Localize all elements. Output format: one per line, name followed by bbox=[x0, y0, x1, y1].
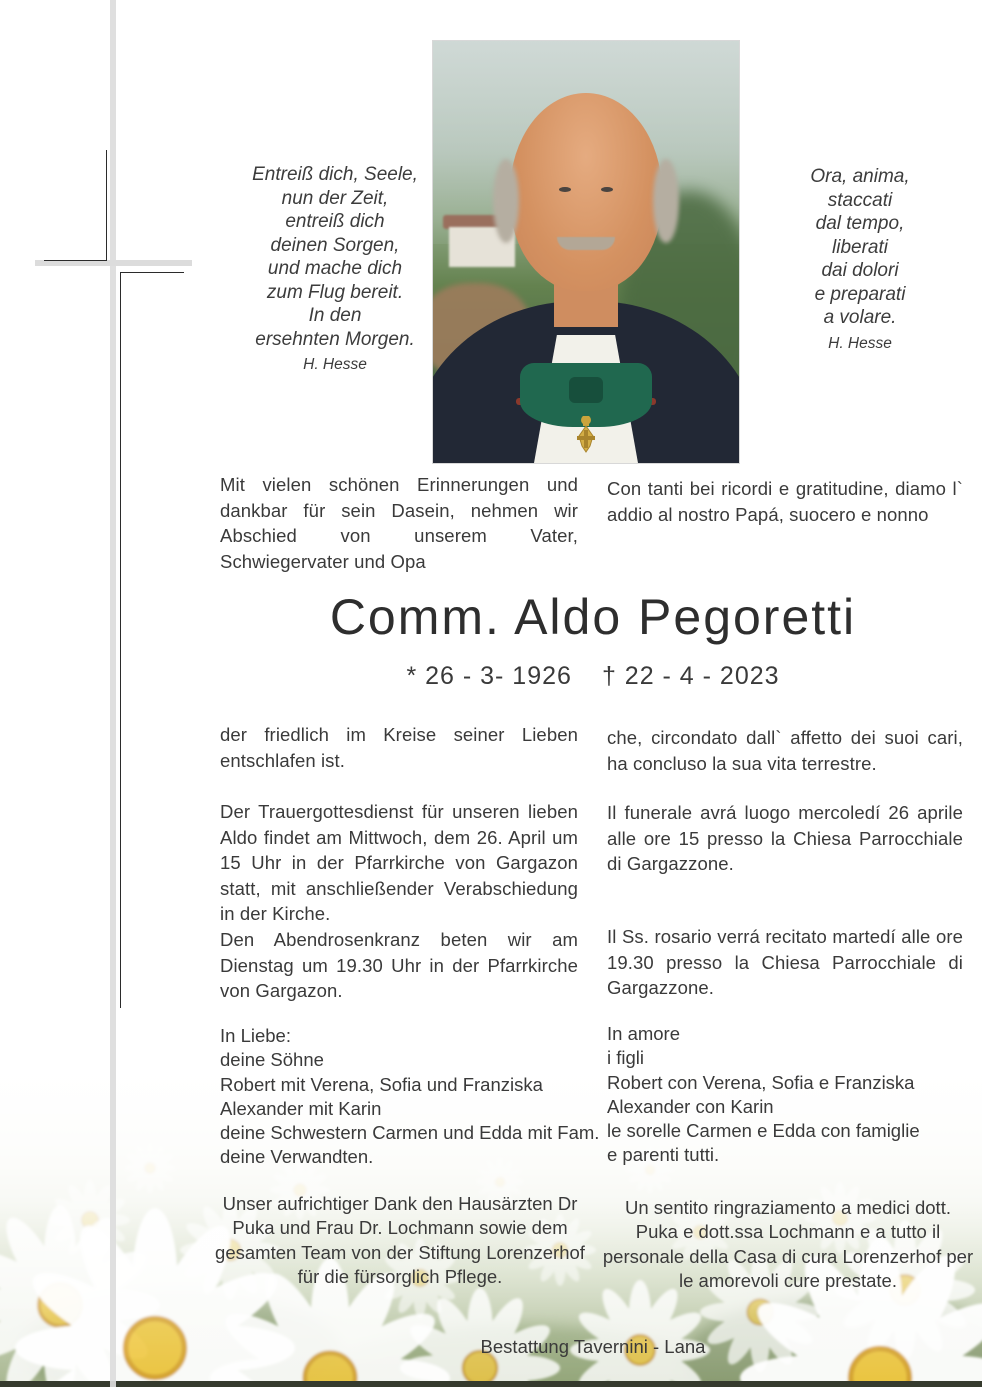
paragraph-german-passing: der friedlich im Kreise seiner Lieben entschlafen ist. bbox=[220, 724, 578, 771]
thanks-german: Unser aufrichtiger Dank den Hausärzten Dr Puka und Frau Dr. Lochmann sowie dem gesamten Team von der Stiftung Lorenzerhof für die fürsorglich Pflege. bbox=[215, 1193, 585, 1287]
family-line: Robert mit Verena, Sofia und Franziska bbox=[220, 1073, 543, 1095]
family-line: In Liebe: bbox=[220, 1025, 291, 1046]
poem-line: und mache dich bbox=[267, 258, 403, 279]
poem-line: ersehnten Morgen. bbox=[255, 328, 415, 350]
photo-face bbox=[510, 93, 662, 291]
paragraph-italian-rosary: Il Ss. rosario verrá recitato martedí alle ore 19.30 presso la Chiesa Parrocchiale di Gargazzone. bbox=[607, 926, 963, 998]
deceased-name: Comm. Aldo Pegoretti bbox=[329, 589, 857, 645]
poem-author: H. Hesse bbox=[828, 334, 892, 352]
gray-vertical-line bbox=[110, 0, 116, 1387]
corner-line-upper bbox=[44, 150, 107, 261]
photo-medal-icon bbox=[571, 416, 601, 464]
family-line: Alexander con Karin bbox=[607, 1095, 774, 1117]
poem-line: deinen Sorgen, bbox=[270, 234, 400, 256]
poem-line: zum Flug bereit. bbox=[266, 281, 404, 303]
paragraph-german-funeral: Der Trauergottesdienst für unseren lieben Aldo findet am Mittwoch, dem 26. April um 15 Uhr in der Pfarrkirche von Gargazon statt, mit anschließender Verabschiedung in der Kirche. bbox=[220, 801, 578, 924]
poem-line: staccati bbox=[827, 189, 893, 211]
intro-german: Mit vielen schönen Erinnerungen und dankbar für sein Dasein, nehmen wir Abschied von unserem Vater, Schwiegervater und Opa bbox=[220, 474, 578, 572]
poem-line: dal tempo, bbox=[815, 213, 905, 234]
funeral-home-footer: Bestattung Tavernini - Lana bbox=[480, 1336, 706, 1357]
corner-line-lower bbox=[120, 272, 184, 1008]
poem-line: In den bbox=[308, 305, 362, 326]
paragraph-italian-funeral: Il funerale avrá luogo mercoledí 26 aprile alle ore 15 presso la Chiesa Parrocchiale di Gargazzone. bbox=[607, 802, 963, 874]
photo-eye bbox=[601, 187, 613, 192]
life-dates bbox=[210, 662, 976, 691]
photo-eye bbox=[559, 187, 571, 192]
poem-line: dai dolori bbox=[821, 260, 899, 281]
poem-line: Entreiß dich, Seele, bbox=[252, 164, 418, 185]
photo-cravat-knot bbox=[569, 377, 603, 403]
paragraph-italian-passing: che, circondato dall` affetto dei suoi cari, ha concluso la sua vita terrestre. bbox=[607, 727, 963, 774]
poem-line: entreiß dich bbox=[285, 211, 385, 232]
family-line: le sorelle Carmen e Edda con famiglie bbox=[607, 1120, 920, 1142]
photo-mustache bbox=[557, 237, 615, 250]
intro-italian: Con tanti bei ricordi e gratitudine, diamo l` addio al nostro Papá, suocero e nonno bbox=[607, 478, 963, 525]
family-line: Robert con Verena, Sofia e Franziska bbox=[607, 1071, 915, 1093]
death-date: † 22 - 4 - 2023 bbox=[601, 662, 780, 690]
family-line: In amore bbox=[607, 1023, 681, 1044]
paragraph-german-rosary: Den Abendrosenkranz beten wir am Dienstag um 19.30 Uhr in der Pfarrkirche von Gargazon. bbox=[220, 929, 578, 1001]
poem-italian bbox=[765, 165, 955, 355]
poem-line: nun der Zeit, bbox=[281, 187, 389, 209]
family-line: e parenti tutti. bbox=[607, 1144, 720, 1166]
family-line: Alexander mit Karin bbox=[220, 1097, 382, 1119]
portrait-photo bbox=[432, 40, 740, 464]
family-line: deine Schwestern Carmen und Edda mit Fam. bbox=[220, 1122, 600, 1144]
photo-hair bbox=[653, 159, 679, 243]
poem-german bbox=[230, 163, 440, 377]
poem-line: Ora, anima, bbox=[810, 166, 910, 187]
family-line: deine Söhne bbox=[220, 1049, 324, 1071]
family-line: deine Verwandten. bbox=[220, 1146, 374, 1168]
poem-author: H. Hesse bbox=[303, 356, 367, 373]
photo-hair bbox=[493, 159, 519, 243]
family-list-italian bbox=[607, 1022, 982, 1168]
poem-line: a volare. bbox=[823, 307, 897, 328]
poem-line: e preparati bbox=[814, 283, 906, 305]
family-list-german bbox=[220, 1024, 600, 1170]
family-line: i figli bbox=[607, 1047, 645, 1069]
poem-line: liberati bbox=[832, 236, 888, 258]
birth-date: * 26 - 3- 1926 bbox=[406, 662, 572, 690]
thanks-italian: Un sentito ringraziamento a medici dott. Puka e dott.ssa Lochmann e a tutto il personale della Casa di cura Lorenzerhof per le amorevoli cure prestate. bbox=[602, 1197, 974, 1291]
